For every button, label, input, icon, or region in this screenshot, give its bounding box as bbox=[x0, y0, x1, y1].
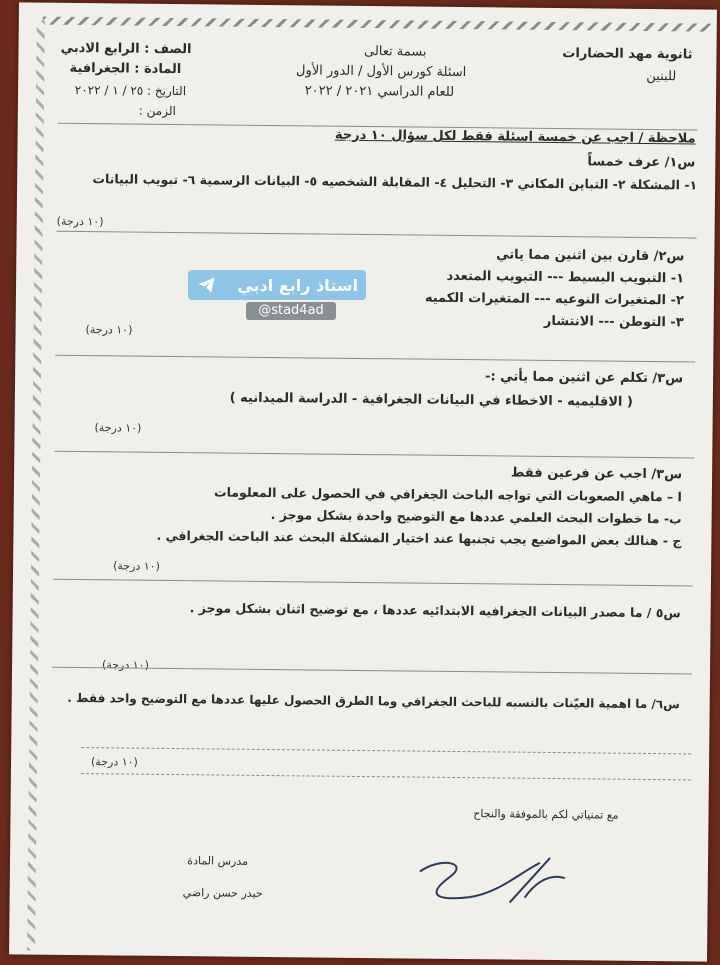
q3-divider bbox=[54, 451, 694, 459]
q3-mark: (١٠ درجة) bbox=[94, 421, 142, 435]
q6-title: س٦/ ما اهمية العيّنات بالنسبه للباحث الجغرافي وما الطرق الحصول عليها عددها مع التوضيح واحد فقط . bbox=[67, 690, 680, 712]
q1-items: ١- المشكلة ٢- التباين المكاني ٣- التحليل ٤- المقابلة الشخصيه ٥- البيانات الرسمية ٦- تبويب البيانات bbox=[92, 171, 698, 193]
q4-title: س٣/ اجب عن فرعين فقط bbox=[510, 465, 683, 483]
basmala: بسمة تعالى bbox=[363, 43, 427, 60]
time-field: الزمن : bbox=[138, 103, 176, 119]
school-sub: للبنين bbox=[646, 68, 677, 85]
closing-wishes: مع تمنياتي لكم بالموفقة والنجاح bbox=[473, 807, 619, 822]
q6-mark: (١٠ درجة) bbox=[90, 755, 138, 769]
exam-paper bbox=[9, 2, 717, 961]
decorative-border-top bbox=[43, 17, 711, 32]
q6-dashed-line bbox=[81, 747, 691, 754]
telegram-icon bbox=[196, 275, 218, 295]
q4-part-b: ب- ما خطوات البحث العلمي عددها مع التوضيح واحدة بشكل موجز . bbox=[270, 507, 682, 527]
subject-field: المادة : الجغرافية bbox=[69, 60, 182, 78]
watermark-handle: @stad4ad bbox=[246, 302, 336, 320]
q2-line1: ١- التبويب البسيط --- التبويب المتعدد bbox=[446, 268, 685, 287]
exam-year: للعام الدراسي ٢٠٢١ / ٢٠٢٢ bbox=[304, 83, 455, 100]
q1-title: س١/ عرف خمساً bbox=[587, 154, 696, 171]
teacher-label: مدرس المادة bbox=[187, 854, 249, 868]
q1-divider bbox=[57, 231, 697, 239]
signature bbox=[410, 852, 571, 914]
q5-mark: (١٠ درجة) bbox=[102, 658, 149, 672]
q2-mark: (١٠ درجة) bbox=[85, 323, 133, 337]
q6-dashed-line-2 bbox=[81, 773, 691, 780]
school-name: ثانوية مهد الحضارات bbox=[562, 46, 693, 63]
q3-title: س٣/ تكلم عن اثنين مما يأتي :- bbox=[485, 369, 684, 387]
q4-mark: (١٠ درجة) bbox=[113, 559, 161, 573]
q5-title: س٥ / ما مصدر البيانات الجغرافيه الابتدائيه عددها ، مع توضيح اثنان بشكل موجز . bbox=[189, 600, 681, 621]
class-field: الصف : الرابع الادبي bbox=[60, 40, 192, 58]
decorative-border-left bbox=[27, 21, 45, 951]
date-field: التاريخ : ٢٥ / ١ / ٢٠٢٢ bbox=[74, 82, 187, 99]
q4-part-a: ا – ماهي الصعوبات التي تواجه الباحث الجغرافي في الحصول على المعلومات bbox=[213, 484, 682, 505]
q2-divider bbox=[55, 355, 695, 363]
exam-note: ملاحظة / اجب عن خمسة اسئلة فقط لكل سؤال ١٠ درجة bbox=[334, 127, 696, 147]
q3-items: ( الاقليميه - الاخطاء في البيانات الجغرافية - الدراسة الميدانيه ) bbox=[229, 390, 633, 410]
q4-divider bbox=[53, 579, 693, 587]
q1-mark: (١٠ درجة) bbox=[56, 214, 104, 229]
exam-title: اسئلة كورس الأول / الدور الأول bbox=[295, 63, 467, 81]
q2-line3: ٣- التوطن --- الانتشار bbox=[543, 313, 684, 331]
q2-title: س٢/ قارن بين اثنين مما ياتي bbox=[496, 247, 685, 265]
q2-line2: ٢- المتغيرات النوعيه --- المتغيرات الكميه bbox=[424, 290, 684, 309]
teacher-name: حيدر حسن راضي bbox=[182, 886, 263, 900]
watermark-title: استاذ رابع ادبي bbox=[237, 275, 358, 295]
q4-part-c: ج - هنالك بعض المواضيع يجب تجنبها عند اختيار المشكلة البحث عند الباحث الجغرافي . bbox=[156, 527, 682, 549]
